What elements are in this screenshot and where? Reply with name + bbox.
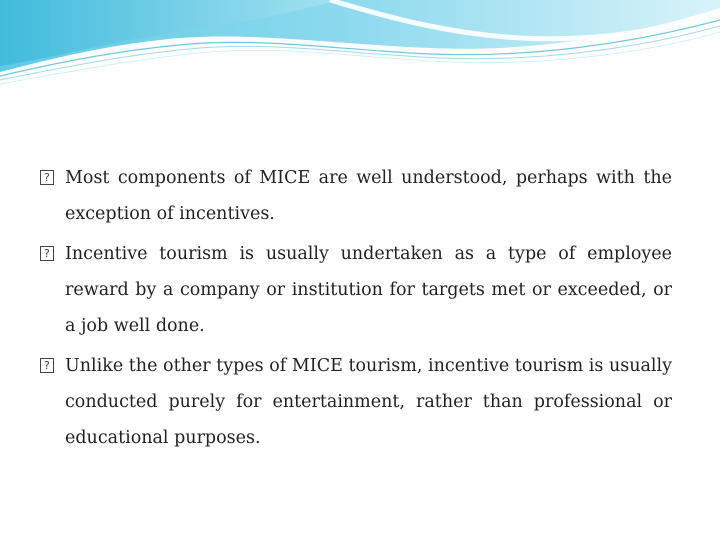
bullet-list [40,160,672,460]
missing-glyph-bullet-icon [40,170,54,185]
bullet-text: Most components of MICE are well understood, perhaps with the exception of incentives. [65,168,672,224]
missing-glyph-bullet-icon [40,246,54,261]
bullet-item [40,160,672,232]
header-wave-decoration [0,0,720,90]
bullet-text: Incentive tourism is usually undertaken as a type of employee reward by a company or institution for targets met or exceeded, or a job well done. [65,244,672,336]
bullet-text: Unlike the other types of MICE tourism, incentive tourism is usually conducted purely for entertainment, rather than professional or educational purposes. [65,356,672,448]
bullet-item [40,348,672,456]
bullet-item [40,236,672,344]
missing-glyph-bullet-icon [40,358,54,373]
